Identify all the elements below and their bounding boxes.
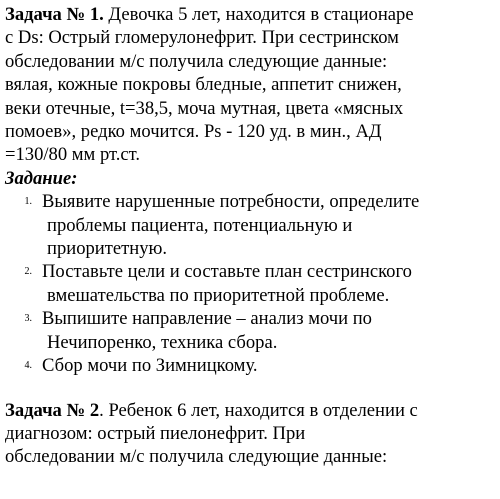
- task-1-text-line: обследовании м/с получила следующие данные:: [5, 50, 388, 72]
- task-1-text-line: помоев», редко мочится. Ps - 120 уд. в мин., АД: [5, 121, 382, 143]
- assignment-item-4: [5, 354, 497, 377]
- assignment-item-line: приоритетную.: [47, 238, 168, 260]
- assignment-item-3: [5, 307, 497, 354]
- task-2-title: Задача № 2: [5, 399, 100, 421]
- task-1-text-line: с Ds: Острый гломерулонефрит. При сестринском: [5, 27, 399, 49]
- document-page: [5, 3, 497, 469]
- task-2-text-line: обследовании м/с получила следующие данные:: [5, 446, 388, 468]
- assignment-item-line: Поставьте цели и составьте план сестринского: [42, 261, 412, 283]
- task-1-text-line: веки отечные, t=38,5, моча мутная, цвета «мясных: [5, 97, 404, 119]
- task-1-text-line: =130/80 мм рт.ст.: [5, 144, 141, 166]
- task-1-first-line: [5, 3, 497, 26]
- assignment-list: [5, 190, 497, 377]
- assignment-item-line: Выявите нарушенные потребности, определите: [42, 191, 420, 213]
- task-2: [5, 399, 497, 469]
- assignment-item-line: Сбор мочи по Зимницкому.: [42, 355, 258, 377]
- section-gap: [5, 378, 497, 399]
- task-2-text-line: . Ребенок 6 лет, находится в отделении с: [99, 399, 418, 421]
- task-2-text-line: диагнозом: острый пиелонефрит. При: [5, 422, 306, 444]
- assignment-item-line: вмешательства по приоритетной проблеме.: [47, 284, 390, 306]
- task-1-title: Задача № 1.: [5, 4, 104, 25]
- task-2-first-line: [5, 399, 497, 422]
- assignment-number: 4.: [24, 360, 32, 372]
- assignment-item-line: проблемы пациента, потенциальную и: [47, 214, 353, 236]
- assignment-item-line: Нечипоренко, техника сбора.: [47, 331, 278, 353]
- assignment-item-2: [5, 260, 497, 307]
- assignment-item-1: [5, 190, 497, 260]
- assignment-item-line: Выпишите направление – анализ мочи по: [42, 308, 372, 330]
- task-1-text-line: Девочка 5 лет, находится в стационаре: [103, 4, 414, 25]
- assignment-number: 1.: [24, 196, 32, 208]
- assignment-label: Задание:: [5, 167, 78, 189]
- assignment-number: 2.: [24, 266, 32, 278]
- task-1: [5, 3, 497, 378]
- task-1-text-line: вялая, кожные покровы бледные, аппетит снижен,: [5, 74, 402, 96]
- assignment-number: 3.: [24, 313, 32, 325]
